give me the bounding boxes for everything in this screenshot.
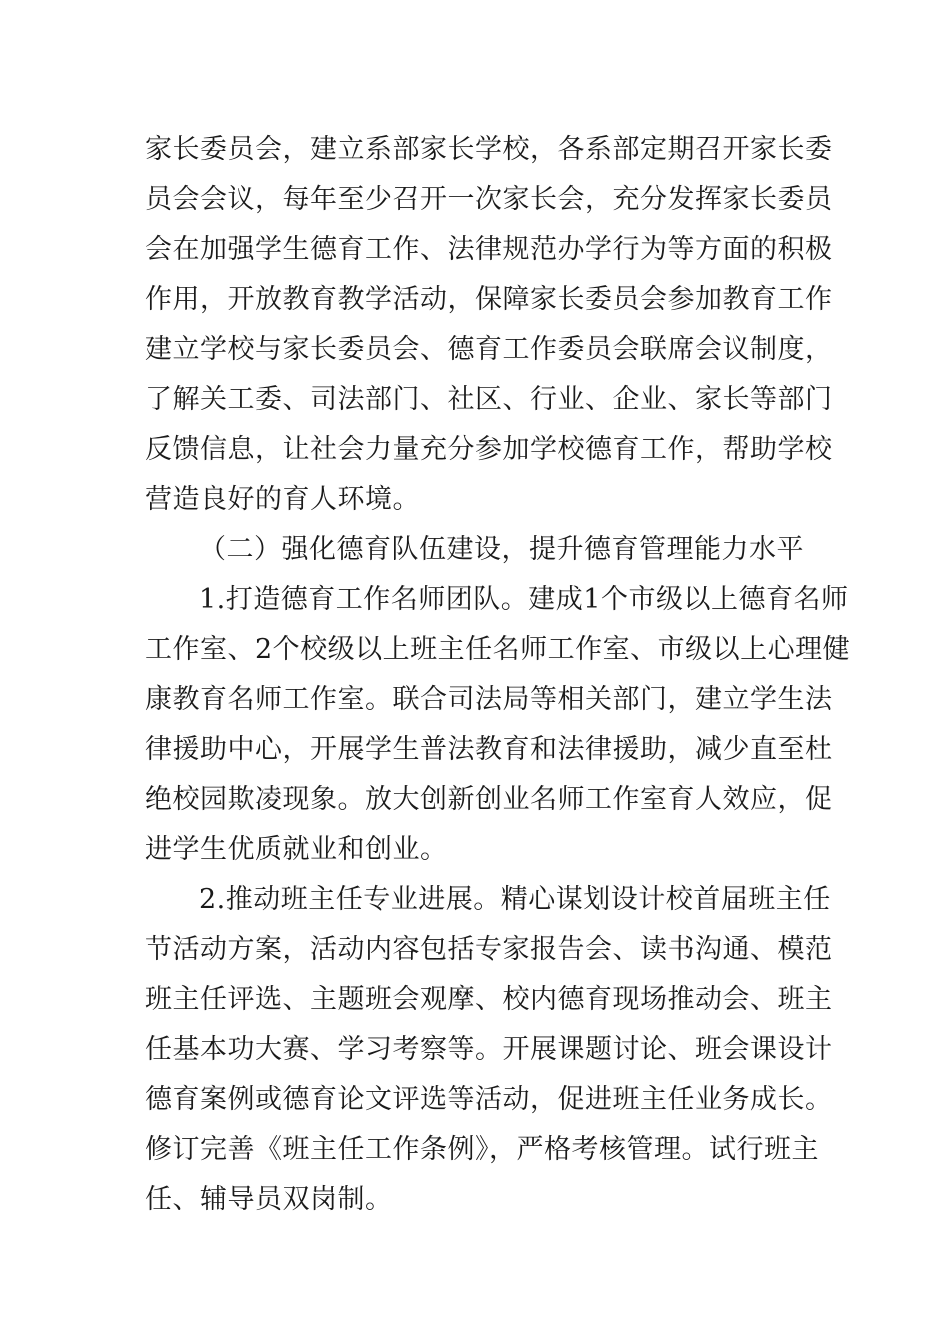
paragraph-line: 作用，开放教育教学活动，保障家长委员会参加教育工作 [145, 284, 833, 315]
paragraph-line: 会在加强学生德育工作、法律规范办学行为等方面的积极 [145, 234, 833, 265]
paragraph-line: 德育案例或德育论文评选等活动，促进班主任业务成长。 [145, 1084, 833, 1115]
paragraph-line: 节活动方案，活动内容包括专家报告会、读书沟通、模范 [145, 934, 833, 965]
paragraph-line: 律援助中心，开展学生普法教育和法律援助，减少直至杜 [145, 734, 833, 765]
paragraph-line: 进学生优质就业和创业。 [145, 834, 448, 865]
paragraph-line: 员会会议，每年至少召开一次家长会，充分发挥家长委员 [145, 184, 833, 215]
paragraph-line: 反馈信息，让社会力量充分参加学校德育工作，帮助学校 [145, 434, 833, 465]
paragraph-line: 家长委员会，建立系部家长学校，各系部定期召开家长委 [145, 134, 833, 165]
paragraph-line: 绝校园欺凌现象。放大创新创业名师工作室育人效应，促 [145, 784, 833, 815]
paragraph-line: 2.推动班主任专业进展。精心谋划设计校首届班主任 [199, 884, 831, 915]
paragraph-line: 1.打造德育工作名师团队。建成1个市级以上德育名师 [199, 584, 849, 615]
paragraph-line: 营造良好的育人环境。 [145, 484, 420, 515]
paragraph-line: 康教育名师工作室。联合司法局等相关部门，建立学生法 [145, 684, 833, 715]
paragraph-line: 班主任评选、主题班会观摩、校内德育现场推动会、班主 [145, 984, 833, 1015]
paragraph-line: 修订完善《班主任工作条例》，严格考核管理。试行班主 [145, 1134, 819, 1165]
paragraph-line: 了解关工委、司法部门、社区、行业、企业、家长等部门 [145, 384, 833, 415]
paragraph-line: 工作室、2个校级以上班主任名师工作室、市级以上心理健 [145, 634, 851, 665]
section-heading: （二）强化德育队伍建设，提升德育管理能力水平 [199, 534, 804, 565]
paragraph-line: 建立学校与家长委员会、德育工作委员会联席会议制度， [145, 334, 833, 365]
paragraph-line: 任基本功大赛、学习考察等。开展课题讨论、班会课设计 [145, 1034, 833, 1065]
paragraph-line: 任、辅导员双岗制。 [145, 1184, 393, 1215]
